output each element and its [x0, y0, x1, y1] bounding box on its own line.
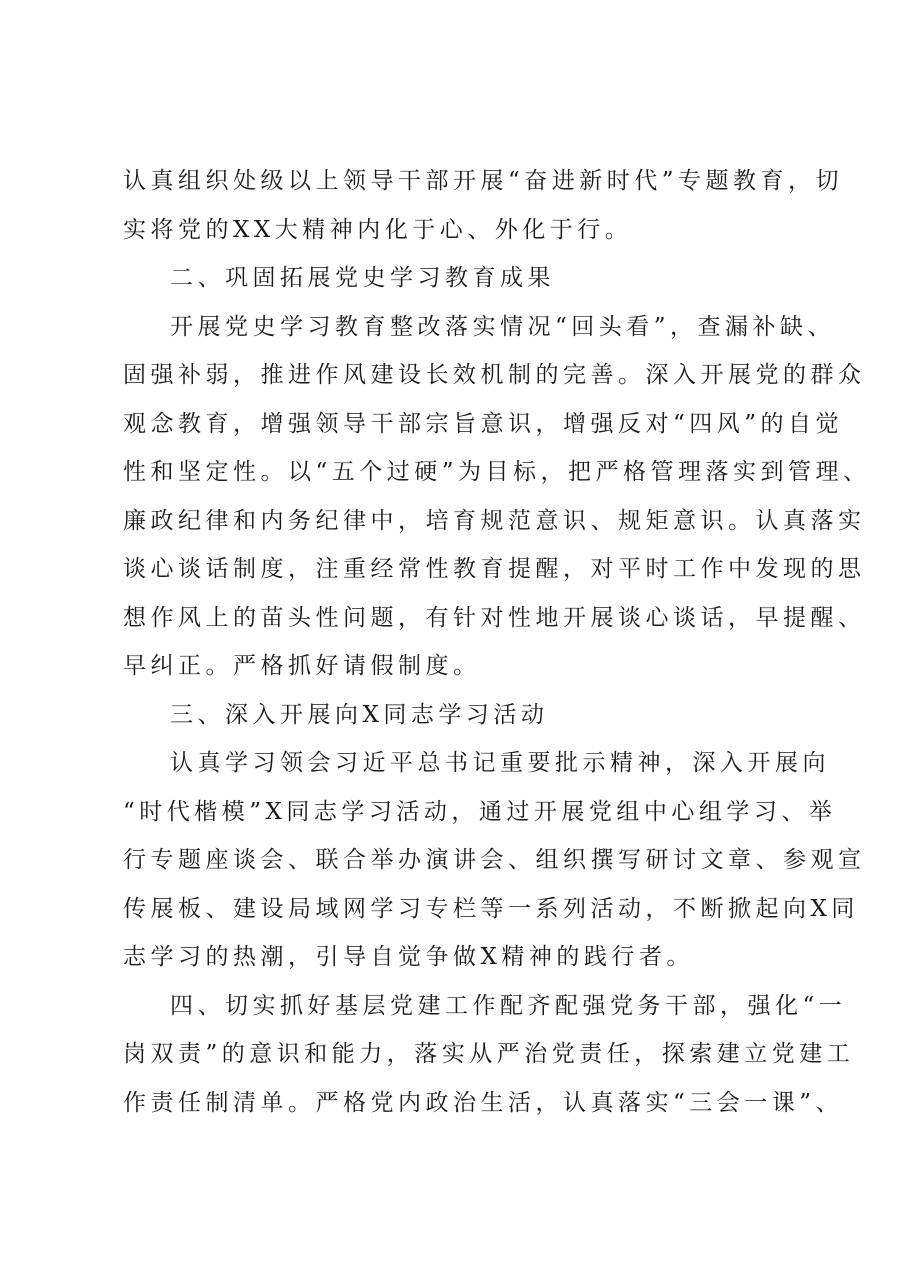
- text-line: 性和坚定性。以“五个过硬”为目标，把严格管理落实到管理、: [123, 459, 871, 485]
- text-line: 固强补弱，推进作风建设长效机制的完善。深入开展党的群众: [123, 362, 866, 388]
- text-line: 廉政纪律和内务纪律中，培育规范意识、规矩意识。认真落实: [123, 507, 866, 534]
- text-line: 传展板、建设局域网学习专栏等一系列活动，不断掀起向X同: [123, 895, 859, 922]
- text-line: 实将党的XX大精神内化于心、外化于行。: [123, 216, 633, 243]
- text-line: 开展党史学习教育整改落实情况“回头看”，查漏补缺、: [170, 313, 836, 340]
- text-line: 想作风上的苗头性问题，有针对性地开展谈心谈话，早提醒、: [123, 604, 866, 631]
- text-line: 谈心谈话制度，注重经常性教育提醒，对平时工作中发现的思: [123, 556, 866, 582]
- document-body: [123, 165, 871, 1135]
- text-line: 早纠正。严格抓好请假制度。: [123, 653, 481, 679]
- text-line: 认真组织处级以上领导干部开展“奋进新时代”专题教育，切: [123, 168, 844, 194]
- text-line: 认真学习领会习近平总书记重要批示精神，深入开展向: [170, 750, 830, 776]
- text-line: 作责任制清单。严格党内政治生活，认真落实“三会一课”、: [123, 1089, 844, 1116]
- text-line: 四、切实抓好基层党建工作配齐配强党务干部，强化“一: [170, 992, 847, 1019]
- text-line: “时代楷模”X同志学习活动，通过开展党组中心组学习、举: [123, 798, 837, 825]
- text-line: 岗双责”的意识和能力，落实从严治党责任，探索建立党建工: [123, 1041, 855, 1067]
- section-heading: 三、深入开展向X同志学习活动: [170, 701, 549, 728]
- text-line: 行专题座谈会、联合举办演讲会、组织撰写研讨文章、参观宣: [123, 847, 866, 873]
- text-line: 观念教育，增强领导干部宗旨意识，增强反对“四风”的自觉: [123, 410, 844, 437]
- text-line: 志学习的热潮，引导自觉争做X精神的践行者。: [123, 944, 694, 970]
- section-heading: 二、巩固拓展党史学习教育成果: [170, 265, 555, 291]
